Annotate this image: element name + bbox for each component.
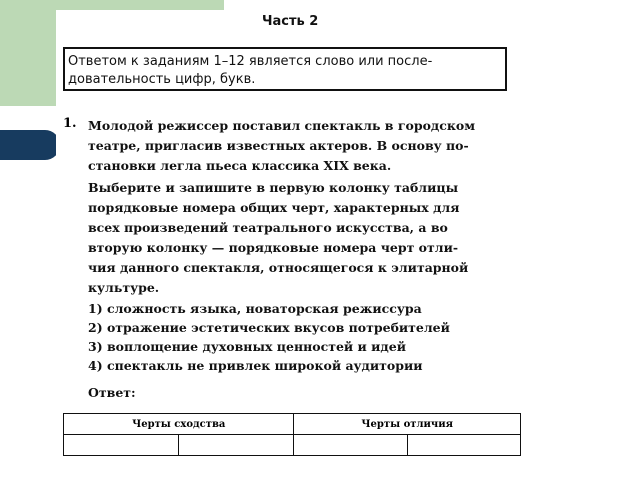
option-item: 2) отражение эстетических вкусов потребителей (88, 320, 450, 335)
instruction-box (63, 47, 507, 91)
question-number: 1. (63, 116, 77, 131)
options-list (88, 299, 450, 375)
answer-table (63, 413, 521, 456)
header-similarities: Черты сходства (64, 414, 294, 435)
instruction-line: довательность цифр, букв. (68, 72, 256, 87)
task-line: всех произведений театрального искусства, а во (88, 220, 448, 235)
decor-navy-bar-left (0, 130, 60, 160)
task-line: вторую колонку — порядковые номера черт отли- (88, 240, 459, 255)
option-item: 1) сложность языка, новаторская режиссура (88, 301, 422, 316)
answer-label: Ответ: (88, 385, 136, 400)
part-heading: Часть 2 (262, 14, 319, 29)
task-line: Выберите и запишите в первую колонку таблицы (88, 180, 459, 195)
task-line: культуре. (88, 280, 160, 295)
task-line: порядковые номера общих черт, характерных для (88, 200, 460, 215)
question-line: театре, пригласив известных актеров. В основу по- (88, 138, 469, 153)
task-text (88, 178, 520, 298)
answer-cell[interactable] (294, 435, 407, 456)
question-line: Молодой режиссер поставил спектакль в городском (88, 118, 476, 133)
header-differences: Черты отличия (294, 414, 521, 435)
answer-cell[interactable] (407, 435, 520, 456)
instruction-line: Ответом к заданиям 1–12 является слово или после- (68, 54, 433, 69)
question-line: становки легла пьеса классика XIX века. (88, 158, 392, 173)
answer-cell[interactable] (64, 435, 179, 456)
task-line: чия данного спектакля, относящегося к элитарной (88, 260, 469, 275)
option-item: 3) воплощение духовных ценностей и идей (88, 339, 406, 354)
option-item: 4) спектакль не привлек широкой аудитории (88, 358, 423, 373)
answer-cell[interactable] (179, 435, 294, 456)
question-text (88, 116, 518, 176)
